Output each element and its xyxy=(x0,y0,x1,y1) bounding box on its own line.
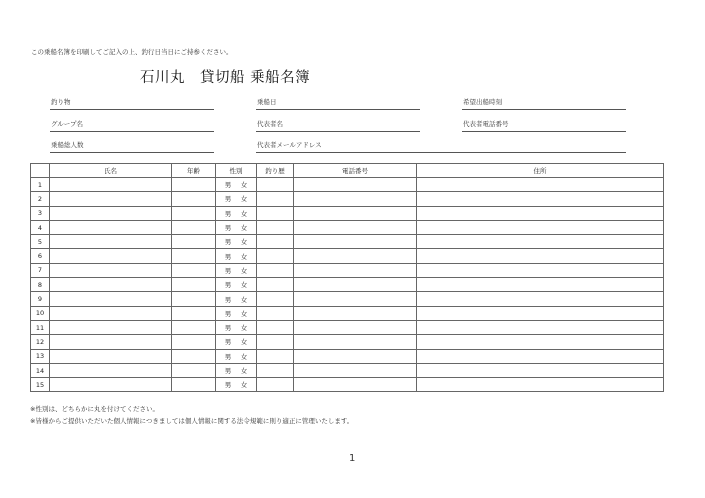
table-header-row xyxy=(31,164,664,178)
table-row xyxy=(31,349,664,363)
cell-age[interactable] xyxy=(172,206,216,220)
header-phone: 電話番号 xyxy=(294,164,417,178)
row-number: 14 xyxy=(31,363,50,377)
cell-age[interactable] xyxy=(172,263,216,277)
cell-address[interactable] xyxy=(417,320,664,334)
table-row xyxy=(31,363,664,377)
cell-age[interactable] xyxy=(172,292,216,306)
header-address: 住所 xyxy=(417,164,664,178)
sex-option-female[interactable]: 女 xyxy=(240,352,248,361)
row-number: 2 xyxy=(31,192,50,206)
cell-sex[interactable] xyxy=(216,206,257,220)
field-representative-name[interactable]: 代表者名 xyxy=(256,120,420,132)
cell-name[interactable] xyxy=(50,220,172,234)
row-number: 3 xyxy=(31,206,50,220)
cell-age[interactable] xyxy=(172,220,216,234)
cell-age[interactable] xyxy=(172,363,216,377)
cell-address[interactable] xyxy=(417,249,664,263)
sex-option-male[interactable]: 男 xyxy=(224,309,232,318)
sex-option-female[interactable]: 女 xyxy=(240,252,248,261)
cell-age[interactable] xyxy=(172,178,216,192)
cell-name[interactable] xyxy=(50,378,172,392)
cell-sex[interactable] xyxy=(216,178,257,192)
cell-fishing-experience[interactable] xyxy=(257,378,294,392)
row-number: 4 xyxy=(31,220,50,234)
cell-sex[interactable] xyxy=(216,235,257,249)
cell-age[interactable] xyxy=(172,306,216,320)
cell-phone[interactable] xyxy=(294,363,417,377)
cell-fishing-experience[interactable] xyxy=(257,249,294,263)
sex-option-female[interactable]: 女 xyxy=(240,195,248,204)
cell-sex[interactable] xyxy=(216,363,257,377)
sex-option-female[interactable]: 女 xyxy=(240,324,248,333)
cell-sex[interactable] xyxy=(216,249,257,263)
sex-option-female[interactable]: 女 xyxy=(240,295,248,304)
cell-name[interactable] xyxy=(50,335,172,349)
cell-address[interactable] xyxy=(417,306,664,320)
row-number: 12 xyxy=(31,335,50,349)
cell-sex[interactable] xyxy=(216,335,257,349)
cell-phone[interactable] xyxy=(294,320,417,334)
table-row xyxy=(31,206,664,220)
field-group-name[interactable]: グループ名 xyxy=(50,120,214,132)
table-row xyxy=(31,263,664,277)
cell-age[interactable] xyxy=(172,192,216,206)
document-title: 石川丸 貸切船 乗船名簿 xyxy=(140,70,311,86)
cell-address[interactable] xyxy=(417,292,664,306)
table-row xyxy=(31,292,664,306)
table-row xyxy=(31,178,664,192)
row-number: 6 xyxy=(31,249,50,263)
field-departure-time[interactable]: 希望出船時刻 xyxy=(462,98,626,110)
cell-name[interactable] xyxy=(50,349,172,363)
table-body xyxy=(31,178,664,392)
sex-option-female[interactable]: 女 xyxy=(240,209,248,218)
cell-age[interactable] xyxy=(172,349,216,363)
sex-option-male[interactable]: 男 xyxy=(224,367,232,375)
field-representative-phone[interactable]: 代表者電話番号 xyxy=(462,120,626,132)
cell-phone[interactable] xyxy=(294,263,417,277)
header-fishing-experience: 釣り歴 xyxy=(257,164,294,178)
cell-name[interactable] xyxy=(50,363,172,377)
sex-option-female[interactable]: 女 xyxy=(240,281,248,290)
cell-phone[interactable] xyxy=(294,378,417,392)
field-total-passengers[interactable]: 乗船総人数 xyxy=(50,141,214,153)
cell-sex[interactable] xyxy=(216,292,257,306)
cell-sex[interactable] xyxy=(216,192,257,206)
cell-sex[interactable] xyxy=(216,220,257,234)
sex-option-male[interactable]: 男 xyxy=(224,324,232,333)
sex-option-male[interactable]: 男 xyxy=(224,352,232,361)
sex-option-female[interactable]: 女 xyxy=(240,266,248,275)
cell-age[interactable] xyxy=(172,249,216,263)
table-row xyxy=(31,249,664,263)
cell-fishing-experience[interactable] xyxy=(257,306,294,320)
row-number: 9 xyxy=(31,292,50,306)
cell-address[interactable] xyxy=(417,349,664,363)
row-number: 11 xyxy=(31,320,50,334)
cell-phone[interactable] xyxy=(294,349,417,363)
cell-address[interactable] xyxy=(417,206,664,220)
cell-phone[interactable] xyxy=(294,192,417,206)
cell-address[interactable] xyxy=(417,335,664,349)
sex-option-female[interactable]: 女 xyxy=(240,367,248,375)
header-note: この乗船名簿を印刷してご記入の上、釣行日当日にご持参ください。 xyxy=(31,48,233,56)
cell-age[interactable] xyxy=(172,378,216,392)
sex-option-male[interactable]: 男 xyxy=(224,281,232,290)
cell-fishing-experience[interactable] xyxy=(257,220,294,234)
footnotes xyxy=(30,404,353,427)
sex-option-female[interactable]: 女 xyxy=(240,238,248,247)
table-row xyxy=(31,192,664,206)
cell-fishing-experience[interactable] xyxy=(257,263,294,277)
sex-option-female[interactable]: 女 xyxy=(240,381,248,390)
table-row xyxy=(31,235,664,249)
row-number: 15 xyxy=(31,378,50,392)
table-row xyxy=(31,220,664,234)
cell-phone[interactable] xyxy=(294,178,417,192)
field-fishing-target[interactable]: 釣り物 xyxy=(50,98,214,110)
cell-address[interactable] xyxy=(417,178,664,192)
header-sex: 性別 xyxy=(216,164,257,178)
cell-address[interactable] xyxy=(417,192,664,206)
sex-option-male[interactable]: 男 xyxy=(224,238,232,247)
cell-phone[interactable] xyxy=(294,292,417,306)
table-row xyxy=(31,320,664,334)
sex-option-male[interactable]: 男 xyxy=(224,209,232,218)
cell-age[interactable] xyxy=(172,320,216,334)
cell-phone[interactable] xyxy=(294,306,417,320)
cell-address[interactable] xyxy=(417,220,664,234)
cell-fishing-experience[interactable] xyxy=(257,192,294,206)
sex-option-male[interactable]: 男 xyxy=(224,181,232,190)
field-boarding-date[interactable]: 乗船日 xyxy=(256,98,420,110)
cell-fishing-experience[interactable] xyxy=(257,278,294,292)
row-number: 8 xyxy=(31,278,50,292)
cell-age[interactable] xyxy=(172,278,216,292)
cell-name[interactable] xyxy=(50,320,172,334)
cell-phone[interactable] xyxy=(294,206,417,220)
cell-address[interactable] xyxy=(417,263,664,277)
cell-address[interactable] xyxy=(417,235,664,249)
sex-option-male[interactable]: 男 xyxy=(224,224,232,233)
footnote-privacy: ※皆様からご提供いただいた個人情報につきましては個人情報に関する法令規範に則り適正に管理いたします。 xyxy=(30,416,354,425)
cell-name[interactable] xyxy=(50,249,172,263)
sex-option-male[interactable]: 男 xyxy=(224,266,232,275)
cell-name[interactable] xyxy=(50,278,172,292)
cell-sex[interactable] xyxy=(216,349,257,363)
sex-option-male[interactable]: 男 xyxy=(224,295,232,304)
cell-fishing-experience[interactable] xyxy=(257,320,294,334)
passenger-table xyxy=(30,163,664,392)
cell-name[interactable] xyxy=(50,192,172,206)
cell-name[interactable] xyxy=(50,235,172,249)
cell-sex[interactable] xyxy=(216,306,257,320)
cell-fishing-experience[interactable] xyxy=(257,335,294,349)
page-number: 1 xyxy=(349,453,356,464)
row-number: 10 xyxy=(31,306,50,320)
cell-sex[interactable] xyxy=(216,320,257,334)
sex-option-female[interactable]: 女 xyxy=(240,181,248,190)
cell-name[interactable] xyxy=(50,206,172,220)
sex-option-male[interactable]: 男 xyxy=(224,381,232,390)
table-row xyxy=(31,306,664,320)
cell-phone[interactable] xyxy=(294,249,417,263)
cell-age[interactable] xyxy=(172,235,216,249)
cell-name[interactable] xyxy=(50,292,172,306)
cell-address[interactable] xyxy=(417,363,664,377)
cell-fishing-experience[interactable] xyxy=(257,178,294,192)
table-row xyxy=(31,378,664,392)
cell-sex[interactable] xyxy=(216,278,257,292)
cell-sex[interactable] xyxy=(216,263,257,277)
sex-option-female[interactable]: 女 xyxy=(240,309,248,318)
sex-option-male[interactable]: 男 xyxy=(224,338,232,347)
cell-phone[interactable] xyxy=(294,278,417,292)
field-representative-email[interactable]: 代表者メールアドレス xyxy=(256,141,626,153)
header-number xyxy=(31,164,50,178)
cell-fishing-experience[interactable] xyxy=(257,363,294,377)
cell-name[interactable] xyxy=(50,263,172,277)
row-number: 5 xyxy=(31,235,50,249)
cell-fishing-experience[interactable] xyxy=(257,349,294,363)
footnote-sex: ※性別は、どちらかに丸を付けてください。 xyxy=(30,405,159,413)
table-row xyxy=(31,335,664,349)
row-number: 13 xyxy=(31,349,50,363)
table-row xyxy=(31,278,664,292)
sex-option-female[interactable]: 女 xyxy=(240,224,248,233)
sex-option-female[interactable]: 女 xyxy=(240,338,248,347)
cell-sex[interactable] xyxy=(216,378,257,392)
cell-address[interactable] xyxy=(417,378,664,392)
cell-fishing-experience[interactable] xyxy=(257,235,294,249)
cell-phone[interactable] xyxy=(294,335,417,349)
cell-phone[interactable] xyxy=(294,235,417,249)
cell-phone[interactable] xyxy=(294,220,417,234)
cell-fishing-experience[interactable] xyxy=(257,206,294,220)
cell-address[interactable] xyxy=(417,278,664,292)
sex-option-male[interactable]: 男 xyxy=(224,195,232,204)
cell-fishing-experience[interactable] xyxy=(257,292,294,306)
cell-age[interactable] xyxy=(172,335,216,349)
header-name: 氏名 xyxy=(50,164,172,178)
row-number: 1 xyxy=(31,178,50,192)
row-number: 7 xyxy=(31,263,50,277)
header-age: 年齢 xyxy=(172,164,216,178)
cell-name[interactable] xyxy=(50,306,172,320)
sex-option-male[interactable]: 男 xyxy=(224,252,232,261)
cell-name[interactable] xyxy=(50,178,172,192)
